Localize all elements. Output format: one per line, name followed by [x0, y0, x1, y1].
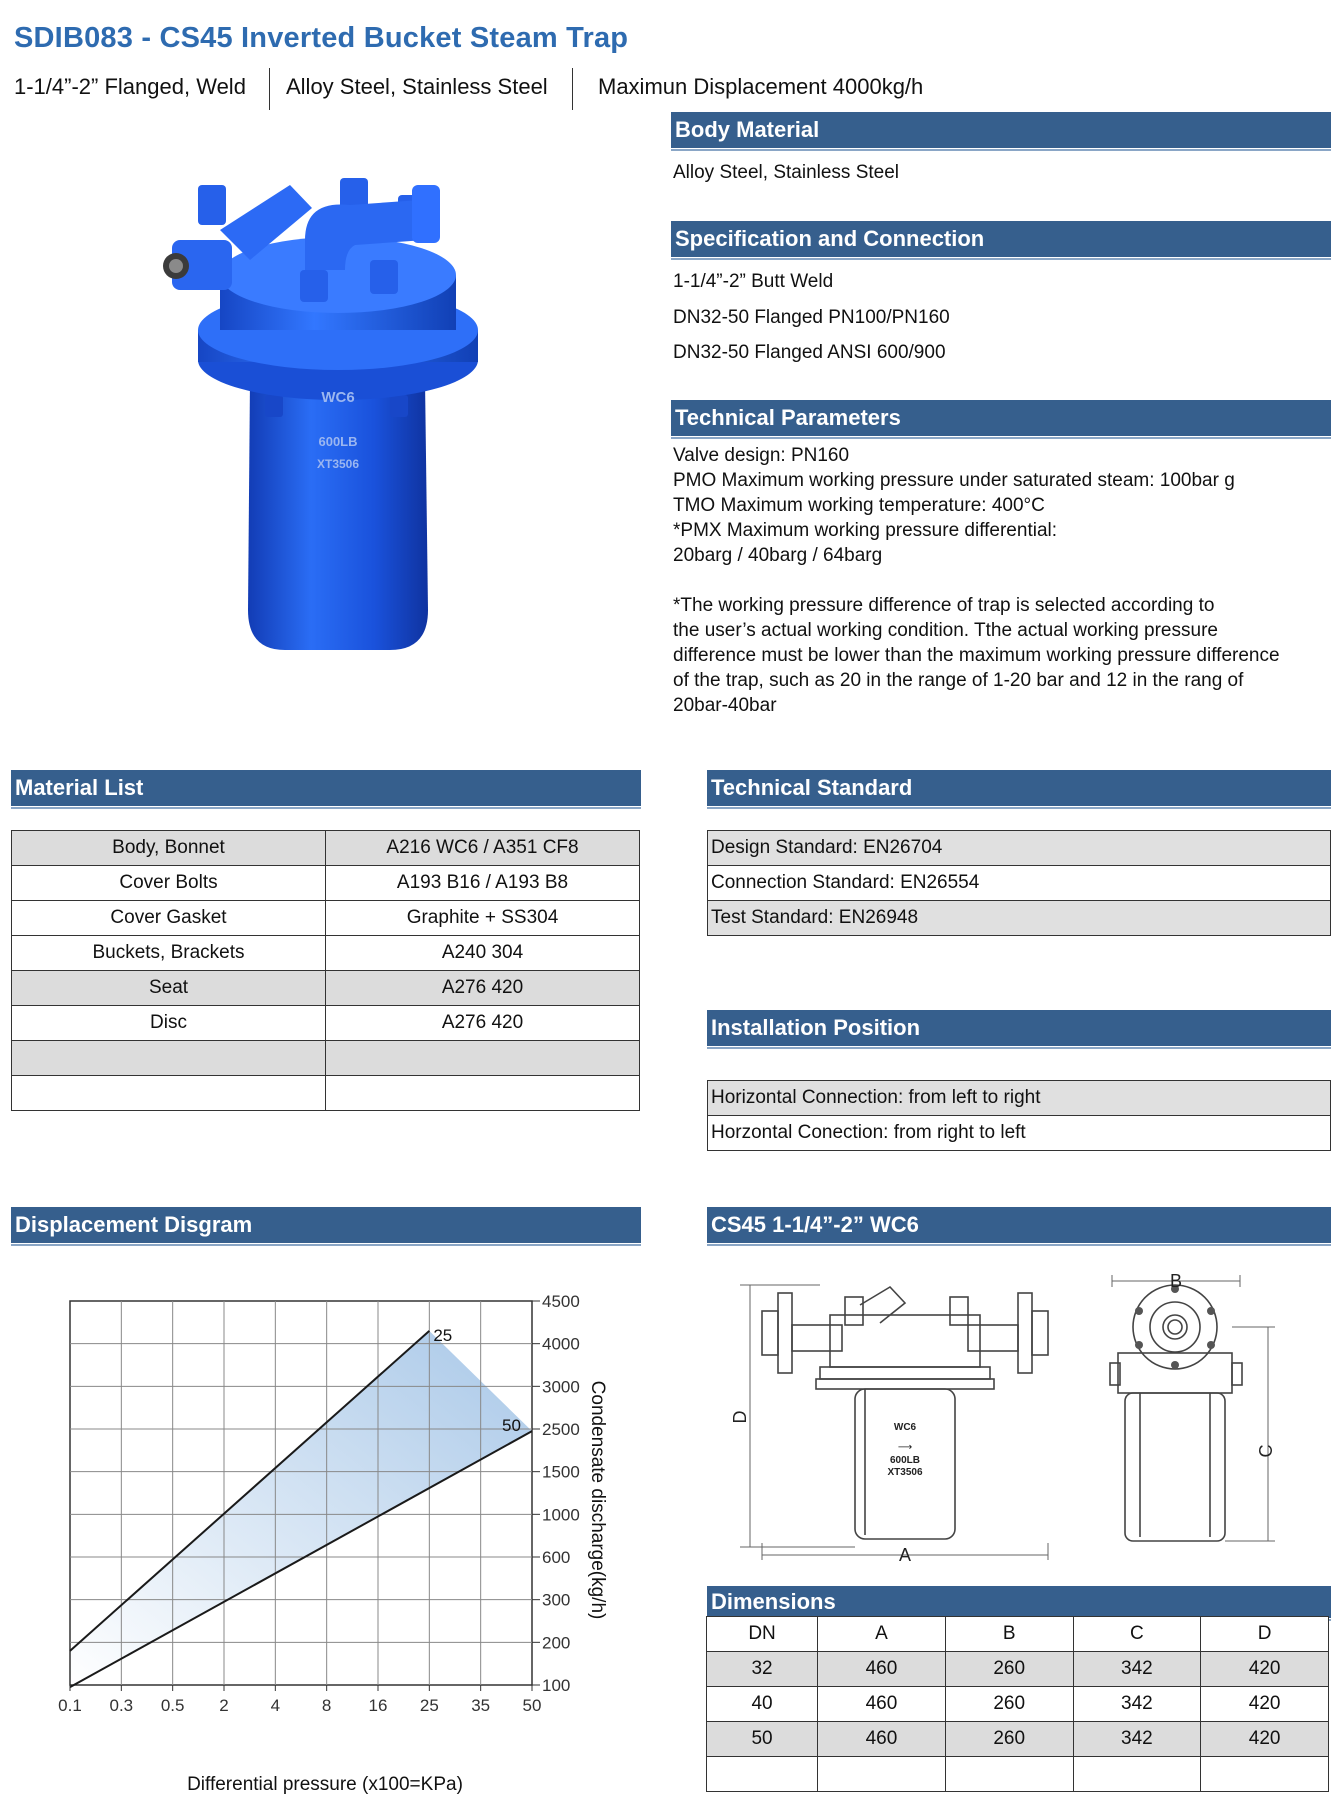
y-tick-label: 100 [542, 1676, 571, 1695]
flow-arrow-icon: ⟶ [897, 1442, 913, 1453]
displacement-summary: Maximun Displacement 4000kg/h [598, 74, 924, 99]
table-row: Disc A276 420 [12, 1006, 640, 1041]
installation-position-table [707, 1080, 1331, 1151]
x-tick-label: 0.3 [109, 1696, 134, 1715]
parameter-line: *PMX Maximum working pressure differential: [673, 520, 1058, 541]
section-heading-dimensions: Dimensions [707, 1586, 1331, 1618]
note-line: 20bar-40bar [673, 695, 777, 716]
table-row: Body, Bonnet A216 WC6 / A351 CF8 [12, 831, 640, 866]
section-heading-specification: Specification and Connection [671, 221, 1331, 257]
y-tick-label: 4500 [542, 1292, 580, 1311]
technical-parameters-list [673, 443, 1235, 568]
dimension-label-d: D [730, 1410, 750, 1424]
note-line: difference must be lower than the maximum working pressure difference [673, 645, 1280, 666]
dimension-label-c: C [1256, 1444, 1276, 1458]
x-tick-label: 0.1 [58, 1696, 82, 1715]
y-tick-label: 200 [542, 1633, 571, 1653]
body-material-text: Alloy Steel, Stainless Steel [673, 162, 900, 183]
table-row: Test Standard: EN26948 [708, 901, 1331, 936]
table-row: Connection Standard: EN26554 [708, 866, 1331, 901]
drawing-mark: 600LB [889, 1455, 921, 1466]
dimensions-table [706, 1616, 1329, 1792]
note-line: of the trap, such as 20 in the range of 1-20 bar and 12 in the rang of [673, 670, 1244, 691]
header-divider [269, 68, 270, 110]
x-tick-label: 50 [522, 1696, 542, 1715]
dimension-label-a: A [898, 1545, 912, 1565]
section-heading-displacement-diagram: Displacement Disgram [11, 1207, 641, 1243]
parameter-line: TMO Maximum working temperature: 400°C [673, 495, 1045, 516]
x-tick-label: 2 [219, 1696, 229, 1715]
table-row: 40 460 260 342 420 [707, 1687, 1329, 1722]
spec-line: DN32-50 Flanged ANSI 600/900 [673, 342, 946, 363]
casting-mark: XT3506 [316, 457, 360, 471]
section-heading-installation-position: Installation Position [707, 1010, 1331, 1046]
table-row: 50 460 260 342 420 [707, 1722, 1329, 1757]
material-summary: Alloy Steel, Stainless Steel [286, 74, 548, 99]
technical-standard-table [707, 830, 1331, 936]
table-row: Horizontal Connection: from left to right [708, 1081, 1331, 1116]
y-tick-label: 600 [542, 1548, 571, 1567]
y-tick-label: 3000 [542, 1377, 580, 1397]
dimension-drawing [720, 1271, 1280, 1565]
x-tick-label: 35 [471, 1696, 491, 1715]
product-image [180, 180, 510, 660]
connection-summary: 1-1/4”-2” Flanged, Weld [14, 74, 246, 99]
spec-line: 1-1/4”-2” Butt Weld [673, 271, 834, 292]
x-tick-label: 16 [368, 1696, 388, 1715]
x-tick-label: 4 [270, 1696, 281, 1715]
x-tick-label: 25 [419, 1696, 439, 1715]
parameter-line: 20barg / 40barg / 64barg [673, 545, 883, 566]
drawing-mark: XT3506 [887, 1467, 923, 1478]
table-row: Horzontal Conection: from right to left [708, 1116, 1331, 1151]
page-title: SDIB083 - CS45 Inverted Bucket Steam Trap [14, 22, 629, 54]
material-table [11, 830, 640, 1111]
note-line: the user’s actual working condition. Tthe actual working pressure [673, 620, 1218, 641]
table-header-row: DN A B C D [707, 1617, 1329, 1652]
casting-mark: 600LB [318, 434, 358, 449]
parameter-line: Valve design: PN160 [673, 445, 850, 466]
table-row: Buckets, Brackets A240 304 [12, 936, 640, 971]
y-axis-label: Condensate discharge(kg/h) [587, 1380, 608, 1620]
section-heading-body-material: Body Material [671, 112, 1331, 148]
series-label-50: 50 [502, 1416, 521, 1436]
note-line: *The working pressure difference of trap is selected according to [673, 595, 1215, 616]
table-row [707, 1757, 1329, 1792]
y-tick-label: 2500 [542, 1420, 580, 1439]
table-row: Seat A276 420 [12, 971, 640, 1006]
chart-area-fill [70, 1331, 532, 1687]
drawing-mark: WC6 [893, 1422, 917, 1433]
section-heading-drawing: CS45 1-1/4”-2” WC6 [707, 1207, 1331, 1243]
header-divider [572, 68, 573, 110]
table-row [12, 1076, 640, 1111]
table-row: Cover Gasket Graphite + SS304 [12, 901, 640, 936]
dimension-label-b: B [1169, 1271, 1183, 1291]
table-row: Cover Bolts A193 B16 / A193 B8 [12, 866, 640, 901]
section-heading-technical-standard: Technical Standard [707, 770, 1331, 806]
section-heading-material-list: Material List [11, 770, 641, 806]
parameter-line: PMO Maximum working pressure under saturated steam: 100bar g [673, 470, 1235, 491]
displacement-chart [40, 1290, 640, 1800]
spec-line: DN32-50 Flanged PN100/PN160 [673, 307, 950, 328]
x-tick-label: 8 [321, 1696, 332, 1715]
y-tick-label: 1500 [542, 1462, 580, 1482]
table-row: 32 460 260 342 420 [707, 1652, 1329, 1687]
table-row: Design Standard: EN26704 [708, 831, 1331, 866]
technical-note [673, 593, 1280, 718]
y-tick-label: 4000 [542, 1334, 580, 1354]
y-tick-label: 300 [542, 1590, 571, 1610]
table-row [12, 1041, 640, 1076]
section-heading-technical-parameters: Technical Parameters [671, 400, 1331, 436]
x-axis-label: Differential pressure (x100=KPa) [187, 1774, 463, 1795]
x-tick-label: 0.5 [160, 1696, 185, 1715]
series-label-25: 25 [433, 1325, 453, 1345]
casting-mark: WC6 [321, 389, 355, 406]
y-tick-label: 1000 [542, 1505, 580, 1525]
